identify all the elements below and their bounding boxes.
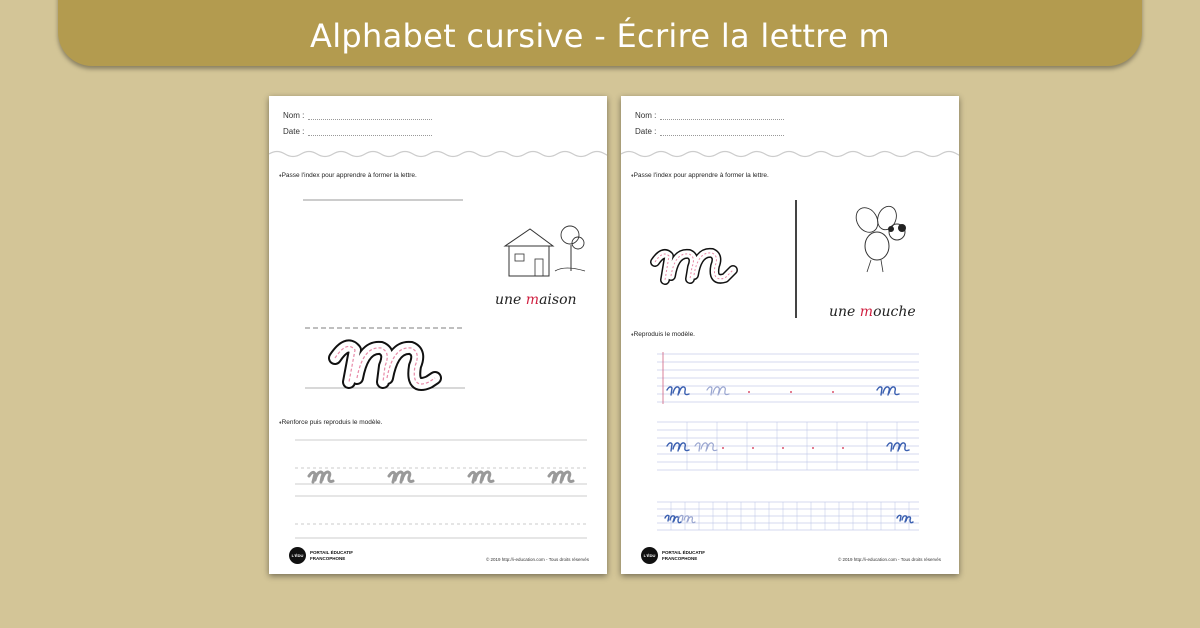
worksheet-maison — [269, 96, 607, 574]
name-field: Nom : — [283, 111, 432, 120]
practice-lines — [295, 436, 595, 546]
edu-logo: L'ÉDU PORTAIL ÉDUCATIF FRANCOPHONE — [641, 547, 705, 564]
date-field: Date : — [283, 127, 432, 136]
instruction-reproduce: ♦ Reproduis le modèle. — [631, 331, 695, 338]
date-field: Date : — [635, 127, 784, 136]
instruction-trace: ♦ Passe l'index pour apprendre à former la lettre. — [631, 172, 769, 179]
copyright: © 2019 http://i-education.com - Tous droits réservés — [837, 557, 941, 562]
writing-grids — [657, 352, 947, 542]
copyright: © 2019 http://i-education.com - Tous droits réservés — [485, 557, 589, 562]
banner-title: Alphabet cursive - Écrire la lettre m — [310, 17, 890, 55]
vertical-divider — [793, 200, 799, 318]
word-maison: une maison — [495, 292, 577, 308]
big-letter-m-trace — [305, 322, 475, 397]
worksheet-mouche — [621, 96, 959, 574]
instruction-trace: ♦ Passe l'index pour apprendre à former la lettre. — [279, 172, 417, 179]
edu-logo: L'ÉDU PORTAIL ÉDUCATIF FRANCOPHONE — [289, 547, 353, 564]
wavy-divider — [621, 144, 959, 164]
name-field: Nom : — [635, 111, 784, 120]
word-mouche: une mouche — [829, 304, 916, 320]
guide-line-top — [303, 194, 473, 214]
wavy-divider — [269, 144, 607, 164]
house-icon — [495, 221, 595, 281]
fly-icon — [847, 204, 927, 279]
title-banner — [58, 0, 1142, 66]
letter-m-trace — [649, 236, 759, 296]
instruction-reinforce: ♦ Renforce puis reproduis le modèle. — [279, 419, 382, 426]
